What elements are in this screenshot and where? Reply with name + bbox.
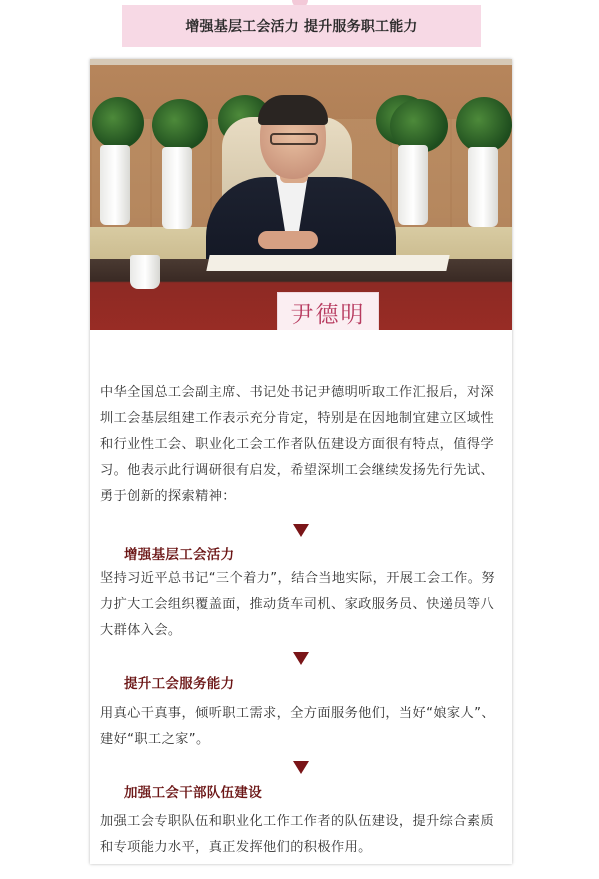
title-banner [122, 5, 481, 47]
down-arrow-icon [293, 652, 309, 665]
photo-person-hair [258, 95, 328, 125]
photo-vase [100, 145, 130, 225]
photo-plant [456, 97, 512, 153]
section-title: 增强基层工会活力 [124, 547, 235, 563]
nameplate-text: 尹德明 [290, 301, 366, 328]
section-body: 坚持习近平总书记“三个着力”，结合当地实际，开展工会工作。努力扩大工会组织覆盖面，推动货车司机、家政服务员、快递员等八大群体入会。 [100, 571, 495, 638]
photo-teacup [130, 255, 160, 289]
section-body: 用真心干真事，倾听职工需求，全方面服务他们，当好“娘家人”、建好“职工之家”。 [100, 706, 495, 747]
photo-bottom-edge [90, 330, 512, 338]
photo-person-glasses [270, 133, 318, 145]
page-title: 增强基层工会活力 提升服务职工能力 [185, 19, 418, 35]
article-card [90, 59, 512, 864]
intro-paragraph: 中华全国总工会副主席、书记处书记尹德明听取工作汇报后，对深圳工会基层组建工作表示充分肯定，特别是在因地制宜建立区域性和行业性工会、职业化工会工作者队伍建设方面很有特点，值得学习。他表示此行调研很有启发，希望深圳工会继续发扬先行先试、勇于创新的探索精神： [100, 385, 495, 504]
photo-plant [152, 99, 208, 151]
section-body: 加强工会专职队伍和职业化工作工作者的队伍建设，提升综合素质和专项能力水平，真正发挥他们的积极作用。 [100, 814, 495, 855]
down-arrow-icon [293, 761, 309, 774]
photo-plant [92, 97, 144, 149]
photo-vase [398, 145, 428, 225]
photo-vase [162, 147, 192, 229]
meeting-photo [90, 59, 512, 338]
section-title: 加强工会干部队伍建设 [124, 785, 262, 801]
photo-person-hands [258, 231, 318, 249]
photo-vase [468, 147, 498, 227]
down-arrow-icon [293, 524, 309, 537]
photo-wall-stripe [90, 59, 512, 65]
photo-papers [206, 255, 449, 271]
section-title: 提升工会服务能力 [124, 676, 235, 692]
photo-nameplate [277, 292, 379, 332]
